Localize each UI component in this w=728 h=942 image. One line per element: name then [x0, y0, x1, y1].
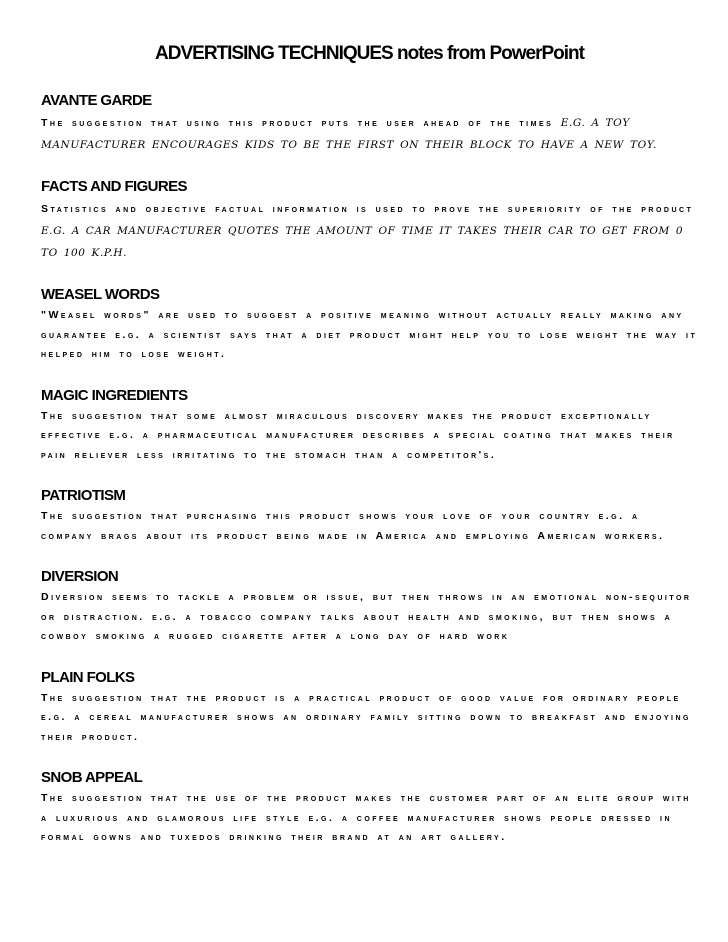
section-magic-ingredients [41, 387, 698, 466]
section-heading: PATRIOTISM [41, 487, 126, 504]
section-snob-appeal [41, 769, 698, 848]
section-diversion [41, 568, 698, 647]
section-heading: WEASEL WORDS [41, 286, 160, 303]
section-text: The suggestion that the use of the product makes the customer part of an elite group with a luxurious and glamorous life style e.g. a coffee manufacturer shows people dressed in formal gowns and tuxedos drinking their brand at an art gallery. [41, 792, 691, 843]
section-text: Statistics and objective factual information is used to prove the superiority of the product [41, 203, 694, 215]
section-weasel-words [41, 286, 698, 365]
section-text: The suggestion that using this product puts the user ahead of the times [41, 117, 561, 129]
section-avante-garde [41, 92, 698, 156]
section-example: E.G. A TOY MANUFACTURER ENCOURAGES KIDS TO BE THE FIRST ON THEIR BLOCK TO HAVE A NEW TOY. [41, 117, 657, 151]
document-title: ADVERTISING TECHNIQUES notes from PowerPoint [155, 43, 584, 64]
section-text: Diversion seems to tackle a problem or issue, but then throws in an emotional non-sequitor or distraction. e.g. a tobacco company talks about health and smoking, but then shows a cowboy smoking a rugged cigarette after a long day of hard work [41, 591, 692, 642]
section-heading: AVANTE GARDE [41, 92, 152, 109]
section-body [41, 196, 698, 264]
section-patriotism [41, 487, 698, 546]
section-heading: MAGIC INGREDIENTS [41, 386, 188, 404]
section-text: "Weasel words" are used to suggest a positive meaning without actually really making any guarantee e.g. a scientist says that a diet product might help you to lose weight the way it helped him to lose weight. [41, 309, 698, 360]
section-text: The suggestion that the product is a practical product of good value for ordinary people e.g. a cereal manufacturer shows an ordinary family sitting down to breakfast and enjoying their product. [41, 691, 691, 743]
section-facts-and-figures [41, 178, 698, 264]
section-heading: FACTS AND FIGURES [41, 178, 187, 195]
section-text: The suggestion that some almost miraculous discovery makes the product exceptionally effective e.g. a pharmaceutical manufacturer describes a special coating that makes their pain reliever less irritating to the stomach than a competitor's. [41, 409, 675, 461]
section-example: E.G. A CAR MANUFACTURER QUOTES THE AMOUNT OF TIME IT TAKES THEIR CAR TO GET FROM 0 TO 100 K.P.H. [41, 225, 684, 259]
section-heading: SNOB APPEAL [41, 769, 143, 786]
section-heading: DIVERSION [41, 568, 119, 585]
section-body [41, 110, 698, 156]
section-text: The suggestion that purchasing this product shows your love of your country e.g. a company brags about its product being made in America and employing American workers. [41, 510, 665, 542]
section-heading: PLAIN FOLKS [41, 668, 135, 686]
section-plain-folks [41, 669, 698, 748]
